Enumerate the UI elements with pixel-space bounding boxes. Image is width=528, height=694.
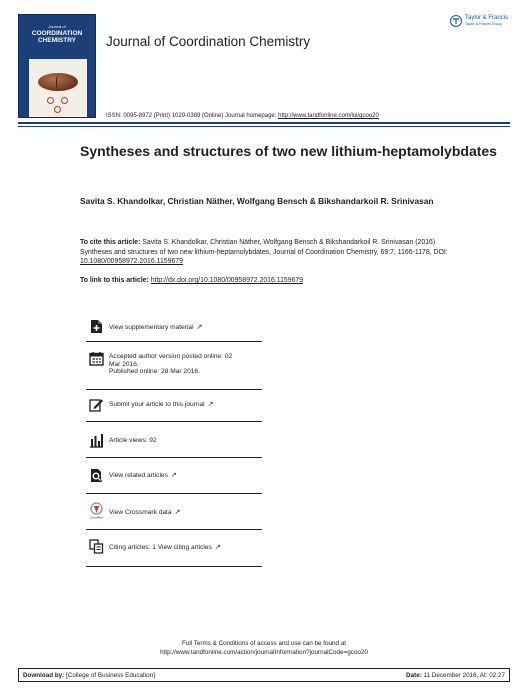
header-divider xyxy=(18,122,510,124)
submit-article-link[interactable]: Submit your article to this journal ↗ xyxy=(109,401,214,408)
journal-title: Journal of Coordination Chemistry xyxy=(106,34,311,49)
supplementary-material-row[interactable] xyxy=(86,314,262,342)
cover-image xyxy=(29,59,87,117)
svg-text:CrossMark: CrossMark xyxy=(89,516,104,519)
plus-document-icon xyxy=(89,319,104,334)
terms-and-conditions xyxy=(0,640,528,658)
external-link-icon: ↗ xyxy=(170,472,177,479)
issn-text: ISSN: 0095-8972 (Print) 1029-0389 (Online) Journal homepage: xyxy=(106,113,279,119)
external-link-icon: ↗ xyxy=(214,544,221,551)
citation-block xyxy=(80,238,452,267)
calendar-icon xyxy=(89,351,104,366)
related-articles-link[interactable]: View related articles ↗ xyxy=(109,472,177,479)
download-date-label: Date: xyxy=(406,672,422,679)
pencil-icon xyxy=(89,397,104,412)
journal-homepage-link[interactable]: http://www.tandfonline.com/loi/gcoo20 xyxy=(278,113,379,119)
external-link-icon: ↗ xyxy=(174,509,181,516)
publisher-subname: Taylor & Francis Group xyxy=(465,22,502,26)
citing-articles-row[interactable] xyxy=(86,530,262,567)
supplementary-material-link[interactable]: View supplementary material ↗ xyxy=(109,324,203,331)
header-divider-thin xyxy=(18,126,510,127)
article-link-line xyxy=(80,277,303,284)
external-link-icon: ↗ xyxy=(196,324,203,331)
cite-label: To cite this article: xyxy=(80,239,143,246)
download-info-bar xyxy=(18,668,510,682)
citing-articles-icon xyxy=(89,539,104,554)
download-by xyxy=(23,672,155,679)
article-views-row xyxy=(86,422,262,458)
bar-chart-icon xyxy=(89,433,104,448)
issn-line xyxy=(106,113,379,119)
terms-url-link[interactable]: http://www.tandfonline.com/action/journalInformation?journalCode=gcoo20 xyxy=(160,648,368,656)
submit-article-row[interactable] xyxy=(86,390,262,422)
doi-link[interactable]: 10.1080/00958972.2016.1159679 xyxy=(80,258,183,266)
article-title: Syntheses and structures of two new lithium-heptamolybdates xyxy=(80,143,497,159)
article-links-list xyxy=(86,314,262,567)
citing-articles-link[interactable]: Citing articles: 1 View citing articles ↗ xyxy=(109,544,221,551)
crossmark-link[interactable]: View Crossmark data ↗ xyxy=(109,509,181,516)
external-link-icon: ↗ xyxy=(207,401,214,408)
download-by-label: Download by: xyxy=(23,672,65,679)
download-date-value: 11 December 2016, At: 02:27 xyxy=(423,672,505,679)
download-date xyxy=(406,672,505,679)
journal-cover-thumbnail xyxy=(18,14,96,118)
publication-dates-row xyxy=(86,342,262,390)
crossmark-icon xyxy=(89,502,104,517)
cite-text: Savita S. Khandolkar, Christian Näther, Wolfgang Bensch & Bikshandarkoil R. Srinivasan (2016) Syntheses and structures of two new lithium-heptamolybdates, Journal of Coordination Chemistry, 69:7, 1166-1178, DOI: xyxy=(80,239,448,256)
article-authors: Savita S. Khandolkar, Christian Näther, Wolfgang Bensch & Bikshandarkoil R. Srinivasan xyxy=(80,196,434,206)
publication-dates: Accepted author version posted online: 02 Mar 2016. Published online: 28 Mar 2016. xyxy=(109,353,233,376)
publisher-logo-icon xyxy=(450,15,462,27)
publisher-name: Taylor & Francis xyxy=(465,15,509,21)
article-url-link[interactable]: http://dx.doi.org/10.1080/00958972.2016.1159679 xyxy=(150,277,304,284)
article-views-text: Article views: 92 xyxy=(109,437,157,444)
related-articles-row[interactable] xyxy=(86,458,262,494)
publisher-logo[interactable] xyxy=(450,14,512,30)
link-label: To link to this article: xyxy=(80,277,151,284)
cover-title: Journal of COORDINATION CHEMISTRY xyxy=(31,24,83,44)
crossmark-row[interactable] xyxy=(86,494,262,530)
download-by-value: [College of Business Education] xyxy=(66,672,155,679)
terms-line: Full Terms & Conditions of access and use can be found at xyxy=(181,640,347,647)
search-document-icon xyxy=(89,468,104,483)
